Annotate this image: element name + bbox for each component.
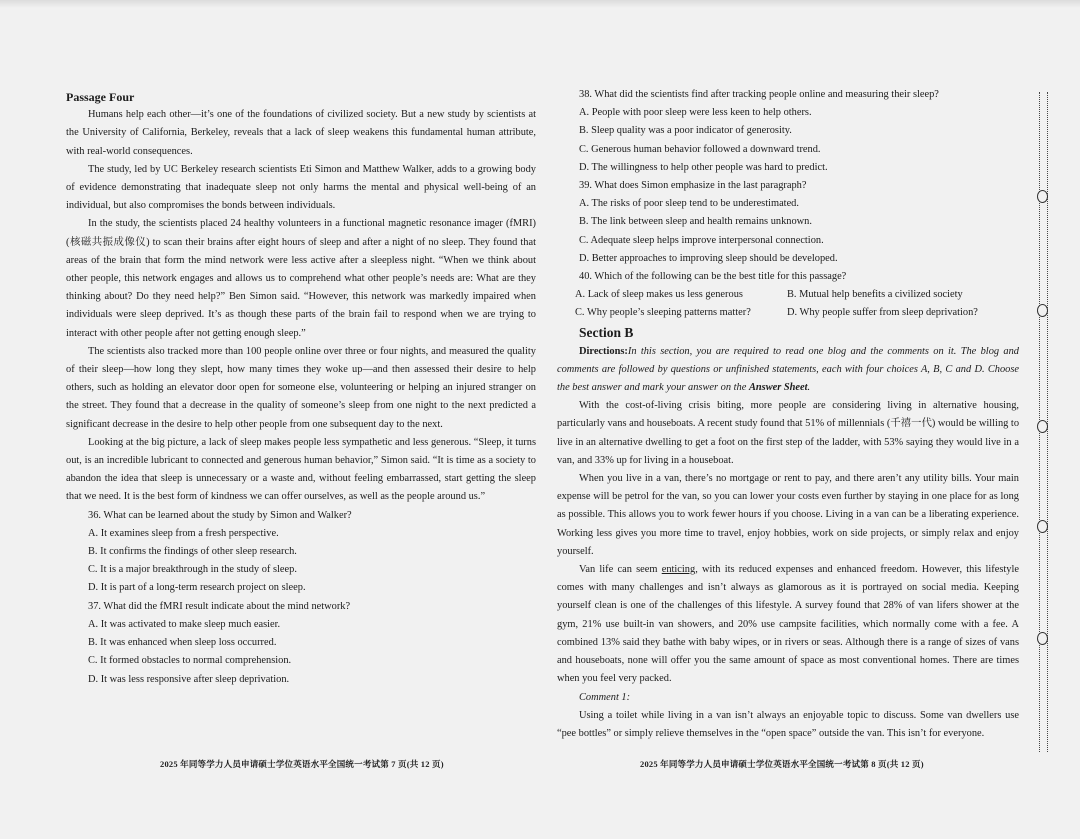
section-title: Section B	[579, 324, 634, 340]
passage-paragraph: The study, led by UC Berkeley research scientists Eti Simon and Matthew Walker, adds to a growing body of evidence demonstrating that inadequate sleep not only harms the mental and physical well-being of an individual, but also compromises the bonds between individuals.	[66, 163, 536, 212]
answer-option: C. Why people’s sleeping patterns matter?	[575, 307, 751, 319]
passage-paragraph: The scientists also tracked more than 100 people online over three or four nights, and measured the quality of their sleep—how long they slept, how many times they woke up—and then assessed their desire to help others, such as holding an elevator door open for someone else, volunteering or helping an injured stranger on the street. They found that a decrease in the quality of someone’s sleep from one night to the next predicted a significant decrease in the desire to help other people from one subsequent day to the next.	[66, 345, 536, 430]
binding-dotted-line	[1047, 92, 1048, 752]
directions-text: In this section, you are required to read one blog and the comments on it. The blog and comments are followed by questions or unfinished statements, each with four choices A, B, C and D. Choose the best answer and mark your answer on the	[557, 345, 1019, 394]
answer-option: D. The willingness to help other people was hard to predict.	[579, 161, 828, 173]
directions-end: .	[807, 382, 811, 394]
passage-paragraph: In the study, the scientists placed 24 healthy volunteers in a functional magnetic resonance imager (fMRI) (核磁共振成像仪) to scan their brains after eight hours of sleep and after a night of no sleep. They found that areas of the brain that form the mind network were less active after a sleepless night. “When we think about other people, this network engages and allows us to comprehend what other people’s needs are: What are they thinking about? Do they need help?” Ben Simon said. “However, this network was markedly impaired when individuals were sleep deprived. It’s as though these parts of the brain fail to respond when we are trying to interact with other people after not getting enough sleep.”	[66, 218, 536, 339]
blog-paragraph: With the cost-of-living crisis biting, more people are considering living in alternative housing, particularly vans and houseboats. A recent study found that 51% of millennials (千禧一代) would be willing to live in an alternative dwelling to get a foot on the first step of the ladder, with 53% saying they would live in a van, and 33% up for living in a houseboat.	[557, 400, 1020, 466]
page-footer-left: 2025 年同等学力人员申请硕士学位英语水平全国统一考试第 7 页(共 12 页)	[160, 759, 444, 769]
answer-option: A. People with poor sleep were less keen to help others.	[579, 107, 812, 119]
answer-option: C. It formed obstacles to normal comprehension.	[88, 655, 292, 667]
answer-option: B. Sleep quality was a poor indicator of generosity.	[579, 125, 792, 137]
punch-hole-icon	[1037, 520, 1048, 533]
answer-option: D. Why people suffer from sleep deprivation?	[787, 307, 978, 319]
answer-option: C. It is a major breakthrough in the study of sleep.	[88, 564, 297, 576]
passage-title: Passage Four	[66, 90, 135, 104]
blog-paragraph: When you live in a van, there’s no mortgage or rent to pay, and there aren’t any utility bills. Your main expense will be petrol for the van, so you can lower your costs even further by staying in one place for as long as possible. This allows you to work fewer hours if you choose. Living in a van can be a liberating experience. Working less gives you more time to travel, enjoy hobbies, work on side projects, or simply relax and enjoy yourself.	[557, 473, 1019, 557]
directions	[557, 343, 1019, 398]
answer-option: D. It is part of a long-term research project on sleep.	[88, 582, 306, 594]
directions-label: Directions:	[579, 345, 628, 357]
passage-paragraph: Humans help each other—it’s one of the foundations of civilized society. But a new study by scientists at the University of California, Berkeley, reveals that a lack of sleep weakens this fundamental human attribute, with real-world consequences.	[66, 109, 536, 157]
answer-option: C. Adequate sleep helps improve interpersonal connection.	[579, 234, 824, 246]
right-page-column	[557, 86, 1019, 743]
answer-option-row	[575, 286, 1019, 304]
answer-option: A. Lack of sleep makes us less generous	[575, 289, 743, 301]
binding-margin	[1038, 92, 1050, 752]
question-stem: 39. What does Simon emphasize in the last paragraph?	[579, 180, 807, 192]
question-stem: 40. Which of the following can be the best title for this passage?	[579, 271, 847, 283]
punch-hole-icon	[1037, 190, 1048, 203]
blog-paragraph	[557, 561, 1019, 688]
answer-option-row	[575, 304, 1019, 322]
comment-text: Using a toilet while living in a van isn’t always an enjoyable topic to discuss. Some van dwellers use “pee bottles” or simply relieve themselves in the “open space” outside the van. This isn’t for everyone.	[557, 709, 1019, 739]
blog-text: , with its reduced expenses and enhanced freedom. However, this lifestyle comes with many challenges and isn’t always as glamorous as it is portrayed on social media. Keeping yourself clean is one of the challenges of this lifestyle. A survey found that 28% of van lifers shower at the gym, 21% use built-in van showers, and 20% use campsite facilities, which normally come with a fee. A combined 13% said they bathe with baby wipes, or in rivers or seas. Although there is a range of sizes of vans and houseboats, none will offer you the same amount of space as most conventional homes. There are times when you feel very packed.	[557, 564, 1020, 685]
blog-text: Van life can seem	[579, 564, 662, 576]
underlined-word: enticing	[661, 564, 696, 576]
answer-option: B. It was enhanced when sleep loss occurred.	[88, 637, 277, 649]
left-page-column	[66, 88, 536, 689]
answer-sheet-label: Answer Sheet	[748, 382, 808, 394]
answer-option: A. The risks of poor sleep tend to be underestimated.	[579, 198, 799, 210]
answer-option: B. Mutual help benefits a civilized society	[787, 289, 963, 301]
punch-hole-icon	[1037, 304, 1048, 317]
answer-option: D. It was less responsive after sleep deprivation.	[88, 673, 290, 685]
answer-option: A. It was activated to make sleep much easier.	[88, 618, 281, 630]
answer-option: D. Better approaches to improving sleep should be developed.	[579, 252, 838, 264]
passage-paragraph: Looking at the big picture, a lack of sleep makes people less sympathetic and less generous. “Sleep, it turns out, is an incredible lubricant to connected and generous human behavior,” Simon said. “It is time as a society to abandon the idea that sleep is unnecessary or a waste and, without feeling embarrassed, start getting the sleep that we need. It is the best form of kindness we can offer ourselves, as well as the people around us.”	[66, 436, 536, 503]
page-footer-right: 2025 年同等学力人员申请硕士学位英语水平全国统一考试第 8 页(共 12 页)	[640, 759, 924, 769]
question-stem: 37. What did the fMRI result indicate about the mind network?	[88, 600, 351, 612]
comment-label: Comment 1:	[579, 691, 631, 703]
question-stem: 38. What did the scientists find after tracking people online and measuring their sleep?	[579, 89, 939, 100]
answer-option: B. It confirms the findings of other sleep research.	[88, 546, 297, 558]
question-stem: 36. What can be learned about the study by Simon and Walker?	[88, 509, 352, 521]
answer-option: C. Generous human behavior followed a downward trend.	[579, 143, 821, 155]
punch-hole-icon	[1037, 420, 1048, 433]
punch-hole-icon	[1037, 632, 1048, 645]
answer-option: B. The link between sleep and health remains unknown.	[579, 216, 812, 228]
answer-option: A. It examines sleep from a fresh perspective.	[88, 527, 279, 539]
